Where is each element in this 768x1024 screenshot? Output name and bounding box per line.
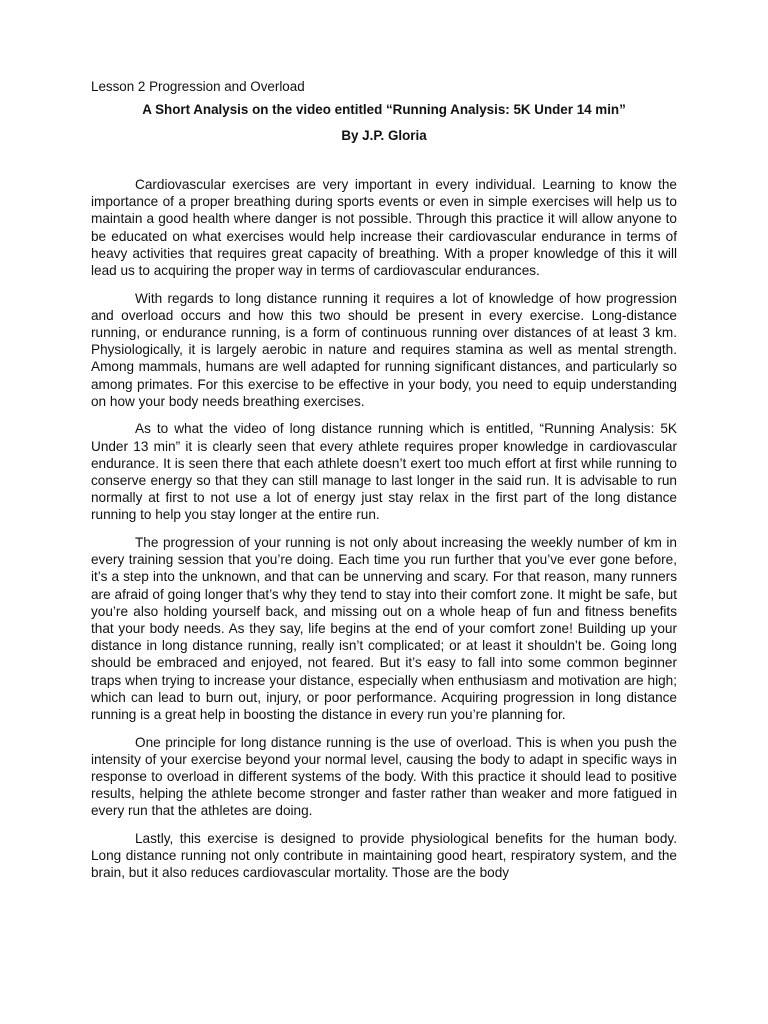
paragraph-1: Cardiovascular exercises are very important in every individual. Learning to know the importance of a proper breathing during sports events or even in simple exercises will help us to maintain a good health where danger is not possible. Through this practice it will allow anyone to be educated on what exercises would help increase their cardiovascular endurance in terms of heavy activities that requires great capacity of breathing. With a proper knowledge of this it will lead us to acquiring the proper way in terms of cardiovascular endurances. [91, 177, 677, 279]
paragraph-3: As to what the video of long distance running which is entitled, “Running Analysis: 5K Under 13 min” it is clearly seen that every athlete requires proper knowledge in cardiovascular endurance. It is seen there that each athlete doesn’t exert too much effort at first while running to conserve energy so that they can still manage to last longer in the said run. It is advisable to run normally at first to not use a lot of energy just stay relax in the first part of the long distance running to help you stay longer at the entire run. [91, 421, 677, 523]
paragraph-6: Lastly, this exercise is designed to provide physiological benefits for the human body. Long distance running not only contribute in maintaining good heart, respiratory system, and the brain, but it also reduces cardiovascular mortality. Those are the body [91, 831, 677, 881]
document-body [91, 176, 677, 882]
document-title: A Short Analysis on the video entitled “Running Analysis: 5K Under 14 min” [142, 102, 626, 117]
author-byline: By J.P. Gloria [341, 128, 427, 143]
paragraph-4: The progression of your running is not only about increasing the weekly number of km in every training session that you’re doing. Each time you run further that you’ve ever gone before, it’s a step into the unknown, and that can be unnerving and scary. For that reason, many runners are afraid of going longer that’s why they tend to stay into their comfort zone. It might be safe, but you’re also holding yourself back, and missing out on a whole heap of fun and fitness benefits that your body needs. As they say, life begins at the end of your comfort zone! Building up your distance in long distance running, really isn’t complicated; or at least it shouldn’t be. Going long should be embraced and enjoyed, not feared. But it’s easy to fall into some common beginner traps when trying to increase your distance, especially when enthusiasm and motivation are high; which can lead to burn out, injury, or poor performance. Acquiring progression in long distance running is a great help in boosting the distance in every run you’re planning for. [91, 535, 677, 723]
lesson-heading: Lesson 2 Progression and Overload [91, 79, 305, 94]
paragraph-2: With regards to long distance running it requires a lot of knowledge of how progression and overload occurs and how this two should be present in every exercise. Long-distance running, or endurance running, is a form of continuous running over distances of at least 3 km. Physiologically, it is largely aerobic in nature and requires stamina as well as mental strength. Among mammals, humans are well adapted for running significant distances, and particularly so among primates. For this exercise to be effective in your body, you need to equip understanding on how your body needs breathing exercises. [91, 290, 677, 409]
paragraph-5: One principle for long distance running is the use of overload. This is when you push the intensity of your exercise beyond your normal level, causing the body to adapt in specific ways in response to overload in different systems of the body. With this practice it should lead to positive results, helping the athlete become stronger and faster rather than weaker and more fatigued in every run that the athletes are doing. [91, 734, 677, 819]
